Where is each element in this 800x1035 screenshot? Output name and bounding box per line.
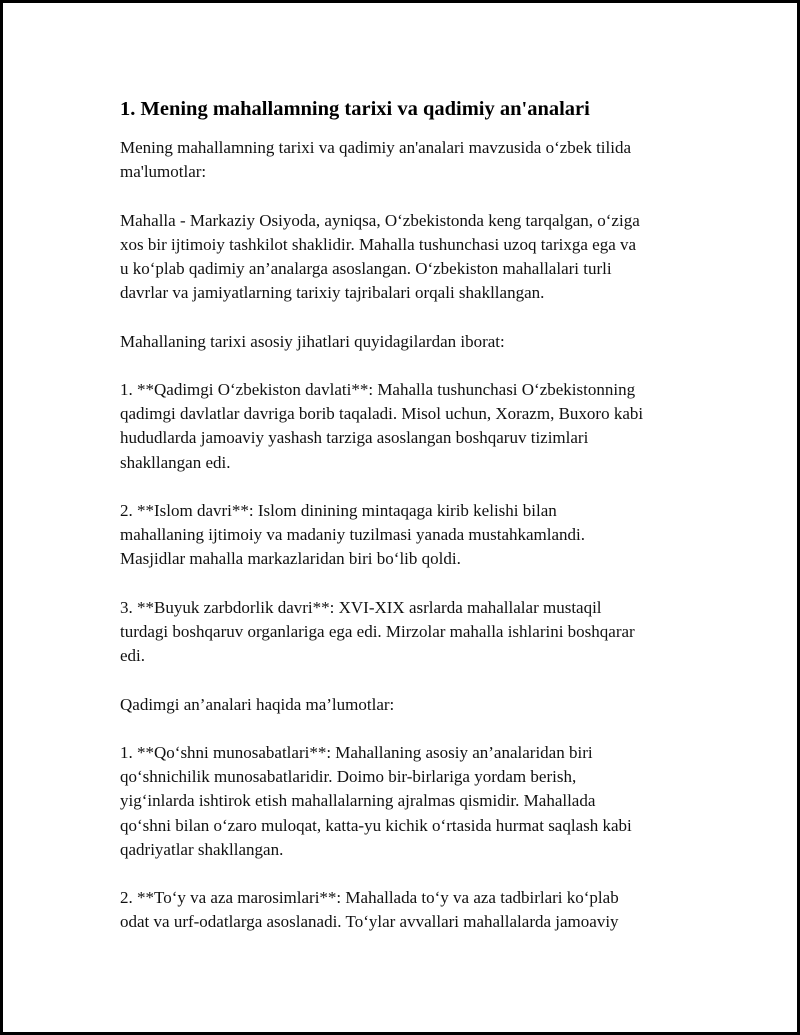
- list-item-ancient-state: 1. **Qadimgi O‘zbekiston davlati**: Mahalla tushunchasi O‘zbekistonning qadimgi davlatlar davriga borib taqaladi. Misol uchun, Xorazm, Buxoro kabi hududlarda jamoaviy yashash tarziga asoslangan boshqaruv tizimlari shakllangan edi.: [120, 379, 644, 472]
- paragraph-intro: Mening mahallamning tarixi va qadimiy an'analari mavzusida o‘zbek tilida ma'lumotlar:: [120, 138, 632, 182]
- document-body: [120, 95, 690, 959]
- list-item-neighbor-relations: 1. **Qo‘shni munosabatlari**: Mahallaning asosiy an’analaridan biri qo‘shnichilik munosabatlaridir. Doimo bir-birlariga yordam berish, yig‘inlarda ishtirok etish mahallalarning ajralmas qismidir. Mahallada qo‘shni bilan o‘zaro muloqat, katta-yu kichik o‘rtasida hurmat saqlash kabi qadriyatlar shakllangan.: [120, 742, 632, 859]
- list-item-islam-period: 2. **Islom davri**: Islom dinining mintaqaga kirib kelishi bilan mahallaning ijtimoiy va madaniy tuzilmasi yanada mustahkamlandi. Masjidlar mahalla markazlaridan biri bo‘lib qoldi.: [120, 500, 586, 569]
- paragraph-history-aspects: Mahallaning tarixi asosiy jihatlari quyidagilardan iborat:: [120, 331, 505, 351]
- list-item-wedding-funeral: 2. **To‘y va aza marosimlari**: Mahallada to‘y va aza tadbirlari ko‘plab odat va urf-odatlarga asoslanadi. To‘ylar avvallari mahallalarda jamoaviy: [120, 888, 619, 932]
- paragraph-mahalla-definition: Mahalla - Markaziy Osiyoda, ayniqsa, O‘zbekistonda keng tarqalgan, o‘ziga xos bir ijtimoiy tashkilot shaklidir. Mahalla tushunchasi uzoq tarixga ega va u ko‘plab qadimiy an’analarga asoslangan. O‘zbekiston mahallalari turli davrlar va jamiyatlarning tarixiy tajribalari orqali shakllangan.: [120, 210, 640, 303]
- list-item-great-period: 3. **Buyuk zarbdorlik davri**: XVI-XIX asrlarda mahallalar mustaqil turdagi boshqaruv organlariga ega edi. Mirzolar mahalla ishlarini boshqarar edi.: [120, 597, 635, 666]
- document-title: 1. Mening mahallamning tarixi va qadimiy an'analari: [120, 98, 590, 120]
- paragraph-traditions-heading: Qadimgi an’analari haqida ma’lumotlar:: [120, 694, 395, 714]
